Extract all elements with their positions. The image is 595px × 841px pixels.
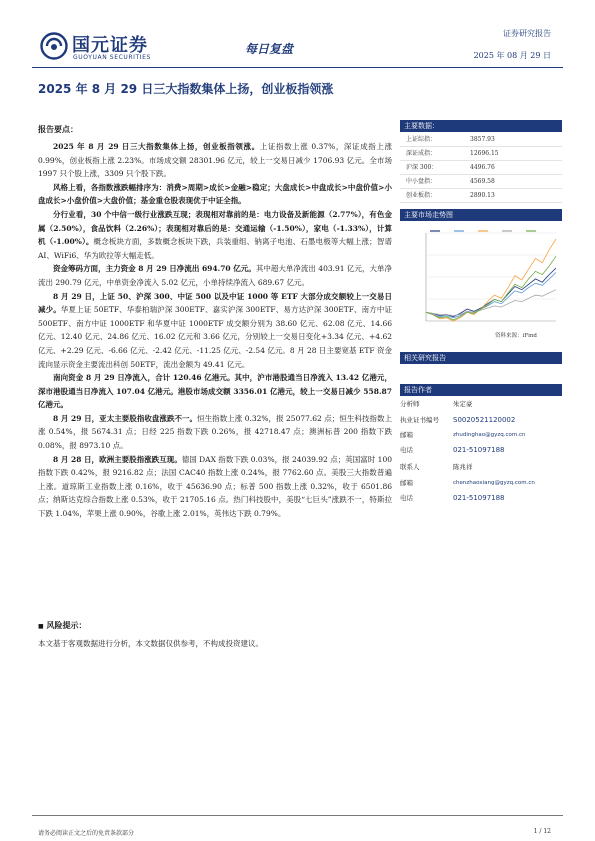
summary-body bbox=[38, 140, 392, 521]
author-row bbox=[400, 429, 562, 441]
key-data-label: 上证综指： bbox=[406, 136, 437, 143]
document-type: 每日复盘 bbox=[245, 42, 294, 56]
key-data-value: 2890.13 bbox=[470, 192, 495, 199]
paragraph-lead: 8 月 28 日，欧洲主要股指涨跌互现。 bbox=[53, 454, 182, 464]
key-data-row bbox=[400, 162, 562, 175]
footer-disclaimer: 请务必阅读正文之后的免责条款部分 bbox=[38, 830, 135, 837]
author-field-label: 邮箱 bbox=[400, 479, 413, 487]
summary-paragraph bbox=[38, 262, 392, 289]
chart-heading: 主要市场走势图 bbox=[400, 209, 562, 221]
authors-heading: 报告作者 bbox=[400, 384, 562, 396]
guoyuan-logo-icon bbox=[40, 32, 68, 60]
risk-bullet-icon: ■ bbox=[38, 623, 44, 630]
key-data-heading: 主要数据： bbox=[400, 120, 562, 132]
author-field-value: 陈兆祥 bbox=[453, 463, 473, 471]
footer-divider bbox=[32, 815, 563, 816]
author-field-value: 021-51097188 bbox=[453, 446, 505, 454]
key-data-label: 深证成指： bbox=[406, 150, 437, 157]
key-data-value: 3857.93 bbox=[470, 136, 495, 143]
author-field-value: S0020521120002 bbox=[453, 416, 516, 424]
author-field-label: 执业证书编号 bbox=[400, 416, 439, 424]
market-trend-chart bbox=[400, 223, 562, 338]
author-field-value: chenzhaoxiang@gyzq.com.cn bbox=[453, 480, 535, 486]
key-data-value: 4569.58 bbox=[470, 178, 495, 185]
author-field-label: 分析师 bbox=[400, 400, 420, 408]
chart-series-line bbox=[426, 239, 556, 321]
author-row bbox=[400, 477, 562, 489]
risk-label: 风险提示： bbox=[46, 620, 87, 630]
paragraph-lead: 分行业看，30 个中信一级行业涨跌互现；表现相对靠前的是：电力设备及新能源（2.77%），有色金属（2.50%），食品饮料（2.26%）；表现相对靠后的是：交通运输（-1.50%），家电（-1.33%），计算机（-1.00%）。 bbox=[38, 209, 392, 247]
paragraph-text: 德国 DAX 指数下跌 0.03%，报 24039.92 点；英国富时 100 指数下跌 0.42%，报 9216.82 点；法国 CAC40 指数上涨 0.24%，报 7762.60 点。美股三大指数普遍上涨。道琼斯工业指数上涨 0.16%，收于 45636.90 点；标普 500 指数上涨 0.32%，收于 6501.86 点；纳斯达克综合指数上涨 0.53%，收于 21705.16 点。热门科技股中，美股“七巨头”涨跌不一，特斯拉下跌 1.04%，苹果上涨 0.90%，谷歌上涨 2.01%，英伟达下跌 0.79%。 bbox=[38, 454, 392, 519]
key-data-row bbox=[400, 190, 562, 203]
summary-paragraph bbox=[38, 412, 392, 453]
summary-paragraph bbox=[38, 371, 392, 412]
chart-series-line bbox=[426, 290, 556, 316]
summary-paragraph bbox=[38, 453, 392, 521]
paragraph-text: 其中超大单净流出 403.91 亿元，大单净流出 290.79 亿元，中单资金净流入 5.02 亿元，小单持续净流入 689.67 亿元。 bbox=[38, 264, 392, 287]
paragraph-lead: 8 月 29 日，亚太主要股指收盘涨跌不一。 bbox=[53, 413, 198, 423]
paragraph-lead: 8 月 29 日，上证 50、沪深 300、中证 500 以及中证 1000 等 ETF 大部分成交额较上一交易日减少。 bbox=[38, 291, 392, 315]
paragraph-text: 概念板块方面，多数概念板块下跌，兵装重组、钠离子电池、石墨电极等大幅上涨；智谱 AI、WiFi6、华为欧拉等大幅走低。 bbox=[38, 237, 392, 260]
paragraph-lead: 2025 年 8 月 29 日三大指数集体上扬，创业板指领涨。 bbox=[53, 142, 260, 151]
summary-heading: 报告要点： bbox=[38, 124, 78, 134]
summary-paragraph bbox=[38, 140, 392, 181]
chart-series-line bbox=[426, 256, 556, 320]
related-reports-heading: 相关研究报告 bbox=[400, 352, 562, 364]
page-title: 2025 年 8 月 29 日三大指数集体上扬，创业板指领涨 bbox=[38, 82, 334, 96]
chart-series-line bbox=[426, 268, 556, 317]
key-data-label: 沪深 300： bbox=[406, 164, 438, 171]
summary-paragraph bbox=[38, 290, 392, 372]
key-data-row bbox=[400, 148, 562, 161]
paragraph-lead: 资金筹码方面，主力资金 8 月 29 日净流出 694.70 亿元。 bbox=[53, 264, 256, 274]
author-field-label: 联系人 bbox=[400, 463, 420, 471]
author-field-label: 电话 bbox=[400, 494, 413, 502]
summary-paragraph bbox=[38, 208, 392, 262]
author-field-label: 邮箱 bbox=[400, 431, 413, 439]
key-data-label: 中小盘指： bbox=[406, 178, 437, 185]
author-row bbox=[400, 444, 562, 456]
chart-source: 资料来源：iFind bbox=[495, 333, 537, 339]
report-date: 2025 年 08 月 29 日 bbox=[473, 51, 551, 60]
paragraph-text: 上证指数上涨 0.37%，深证成指上涨 0.99%，创业板指上涨 2.23%。市场成交额 28301.96 亿元，较上一交易日减少 1706.93 亿元。全市场 1997 只个股上涨，3309 只个股下跌。 bbox=[38, 142, 392, 179]
paragraph-lead: 风格上看，各指数涨跌幅排序为：消费>周期>成长>金融>稳定；大盘成长>中盘成长>中盘价值>小盘成长>小盘价值>大盘价值；基金重仓股表现优于中证全指。 bbox=[38, 182, 392, 206]
author-row bbox=[400, 461, 562, 473]
author-field-value: 朱定豪 bbox=[453, 400, 473, 408]
author-row bbox=[400, 492, 562, 504]
paragraph-text: 华夏上证 50ETF、华泰柏瑞沪深 300ETF、嘉实沪深 300ETF、易方达沪深 300ETF、南方中证 500ETF、南方中证 1000ETF 和华夏中证 1000ETF 成交额分别为 38.60 亿元、62.08 亿元、14.66 亿元、12.40 亿元、24.86 亿元、16.02 亿元和 3.66 亿元，分别较上一交易日变化+3.34 亿元、+4.62 亿元、+2.29 亿元、-6.66 亿元、-2.42 亿元、-11.25 亿元、-2.54 亿元。8 月 28 日主要宽基 ETF 资金流向显示资金主要流出科创 50ETF，流出金额为 49.41 亿元。 bbox=[38, 305, 393, 369]
key-data-label: 创业板指： bbox=[406, 192, 437, 199]
report-category: 证券研究报告 bbox=[503, 29, 551, 38]
brand-name-en: GUOYUAN SECURITIES bbox=[73, 54, 151, 61]
risk-text: 本文基于客观数据进行分析，本文数据仅供参考，不构成投资建议。 bbox=[38, 639, 263, 648]
key-data-value: 12696.15 bbox=[470, 150, 499, 157]
page-number: 1 / 12 bbox=[533, 828, 551, 835]
key-data-row bbox=[400, 176, 562, 189]
key-data-value: 4496.76 bbox=[470, 164, 495, 171]
author-field-value: zhudinghao@gyzq.com.cn bbox=[453, 432, 526, 438]
author-row bbox=[400, 398, 562, 410]
author-field-value: 021-51097188 bbox=[453, 494, 505, 502]
summary-paragraph bbox=[38, 181, 392, 208]
paragraph-lead: 南向资金 8 月 29 日净流入，合计 120.46 亿港元。其中，沪市港股通当日净流入 13.42 亿港元，深市港股通当日净流入 107.04 亿港元。港股市场成交额 3356.01 亿港元，较上一交易日减少 558.87 亿港元。 bbox=[38, 373, 392, 410]
paragraph-text: 恒生指数上涨 0.32%，报 25077.62 点；恒生科技指数上涨 0.54%，报 5674.31 点；日经 225 指数下跌 0.26%，报 42718.47 点；澳洲标普 200 指数下跌 0.08%，报 8973.10 点。 bbox=[38, 413, 392, 451]
key-data-row bbox=[400, 134, 562, 147]
brand-name: 国元证券 bbox=[72, 35, 148, 56]
header-divider bbox=[32, 67, 563, 68]
author-field-label: 电话 bbox=[400, 446, 413, 454]
risk-heading bbox=[38, 620, 86, 631]
author-row bbox=[400, 414, 562, 426]
